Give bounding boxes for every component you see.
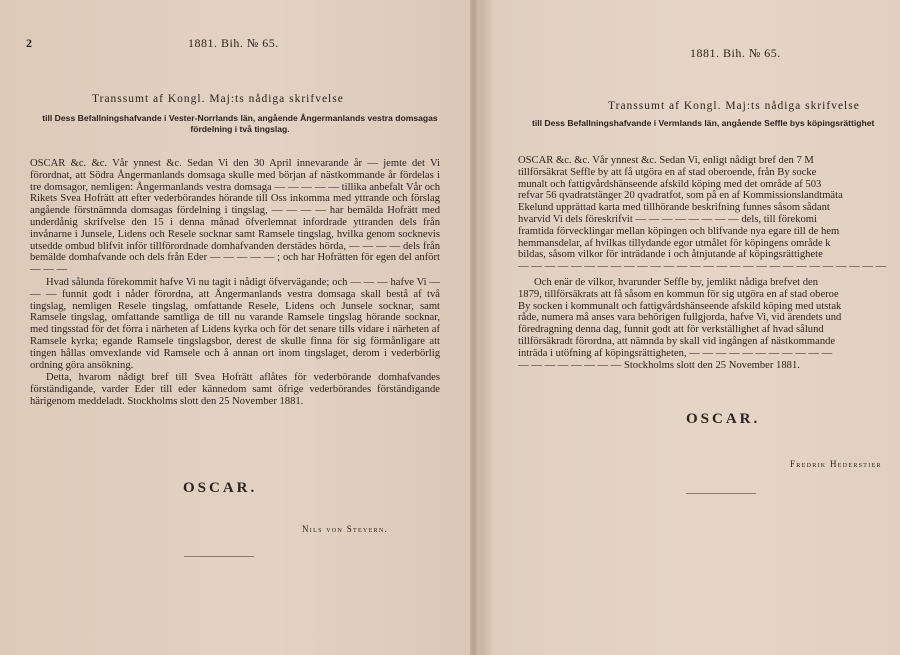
book-gutter [470,0,478,655]
text-line: inträda i utöfning af köpingsrättigheten, — — — — — — — — — — — [518,347,833,359]
document-body [518,155,900,371]
document-subtitle: till Dess Befallningshafvande i Vermlands län, angående Seffle bys köpingsrättighet [532,118,875,128]
royal-signature: OSCAR. [686,411,761,427]
page-number: 2 [26,36,32,50]
text-line: munalt och fattigvårdshänseende afskild köping med det område af 503 [518,178,822,190]
text-line: OSCAR &c. &c. Vår ynnest &c. Sedan Vi, enligt nådigt bref den 7 M [518,155,814,166]
page-header: 1881. Bih. № 65. [188,36,279,50]
paragraph: OSCAR &c. &c. Vår ynnest &c. Sedan Vi den 30 April innevarande år — jemte det Vi förordnat, att Södra Ångermanlands domsaga skulle med början af nästkommande år fördelas i tre domsagor, nemligen: Ångermanlands vestra domsaga — — — — — tillika anbefalt Vår och Rikets Svea Hofrätt att efter vederbörandes hörande till Oss inkomma med yttrande och förslag angående förstnämnda domsagas fördelning i tingslag, — — — — har bemälda Hofrätt med underdånig skrifvelse den 15 i denna månad öfverlemnat infordrade yttranden dels från invånarne i Junsele, Lidens och Resele socknar samt Ramsele tingslag, hvilka genom socknevis utsedde ombud blifvit inför tillförordnade domhafvanden derstädes hörda, — — — — dels från bemälde domhafvande och dels från Eder — — — — — ; och har Hofrätten för egen del anfört — — — [30,158,440,276]
text-line: Ekelund upprättad karta med tillhörande beskrifning funnes såsom sådant [518,202,830,214]
page-header: 1881. Bih. № 65. [690,46,781,60]
text-line: framtida förvecklingar mellan köpingen och blifvande nya egare till de hem [518,225,840,237]
countersignature: Fredrik Hederstier [790,459,882,469]
paragraph: Hvad sålunda förekommit hafve Vi nu tagit i nådigt öfvervägande; och — — — hafve Vi — — — funnit godt i nåder förordna, att Ångermanlands vestra domsaga skall bestå af två tingslag, nemligen Resele tingslag, omfattande Resele, Lidens och Junsele socknar, samt Ramsele tingslag, omfattande samtliga de till nu varande Ramsele tingslag hörande socknar, med tingsstad för det förra i närheten af Lidens kyrka och för det senare tills vidare i närheten af Ramsele kyrka; egande Ramsele tingslagsbor, derest de skulle finna för sig förmånligare att tingen hållas omvexlande vid Ramsele och å annan ort inom tingslaget, derom i vederbörlig ordning göra ansökning. [30,276,440,371]
closing-rule [686,493,756,494]
text-line: tillförsäkrat Seffle by att få utgöra en af stad oberoende, från By socke [518,166,817,178]
text-line: refvar 56 qvadratstänger 20 qvadratfot, som på en af Kommissionslandtmäta [518,190,843,202]
closing-rule [184,556,254,557]
text-line: Och enär de vilkor, hvarunder Seffle by, jemlikt nådiga brefvet den [534,276,819,288]
right-page [478,0,900,655]
text-line: — — — — — — — — — — — — — — — — — — — — — — — — — — — — [518,261,887,273]
countersignature: Nils von Steyern. [302,524,389,534]
document-body [30,158,440,409]
text-line: bildas, såsom vilkor för inträdande i och åtnjutande af köpingsrättighete [518,249,823,261]
text-line: hvarvid Vi dels föreskrifvit — — — — — — — — dels, till förekomi [518,213,817,225]
text-line: hemmansdelar, af hvilkas tillydande egor utmålet för köpingens område k [518,237,831,249]
text-line: råde, numera må anses vara behörigen fullgjorda, hafve Vi, vid ärendets und [518,312,842,324]
text-line: By socken i kommunalt och fattigvårdshänseende afskild köping med utstak [518,300,842,312]
paragraph: Detta, hvarom nådigt bref till Svea Hofrätt aflåtes för vederbörande domhafvandes förständigande, varder Eder till eder kännedom samt öfrige vederbörandes förständigande härigenom meddeladt. Stockholms slott den 25 November 1881. [30,372,440,407]
text-line: 1879, tillförsäkrats att få såsom en kommun för sig utgöra en af stad oberoe [518,288,839,300]
royal-signature: OSCAR. [183,480,258,496]
text-line: — — — — — — — — Stockholms slott den 25 November 1881. [518,359,800,371]
document-title: Transsumt af Kongl. Maj:ts nådiga skrifvelse [608,100,860,112]
text-line: föredragning denna dag, funnit godt att för verkställighet af hvad sålund [518,324,824,336]
text-line: tillförsäkradt förordna, att nämnda by skall vid ingången af nästkommande [518,335,836,347]
document-title: Transsumt af Kongl. Maj:ts nådiga skrifvelse [92,93,344,105]
document-subtitle: till Dess Befallningshafvande i Vester-Norrlands län, angående Ångermanlands vestra domsagas fördelning i två tingslag. [42,113,438,134]
